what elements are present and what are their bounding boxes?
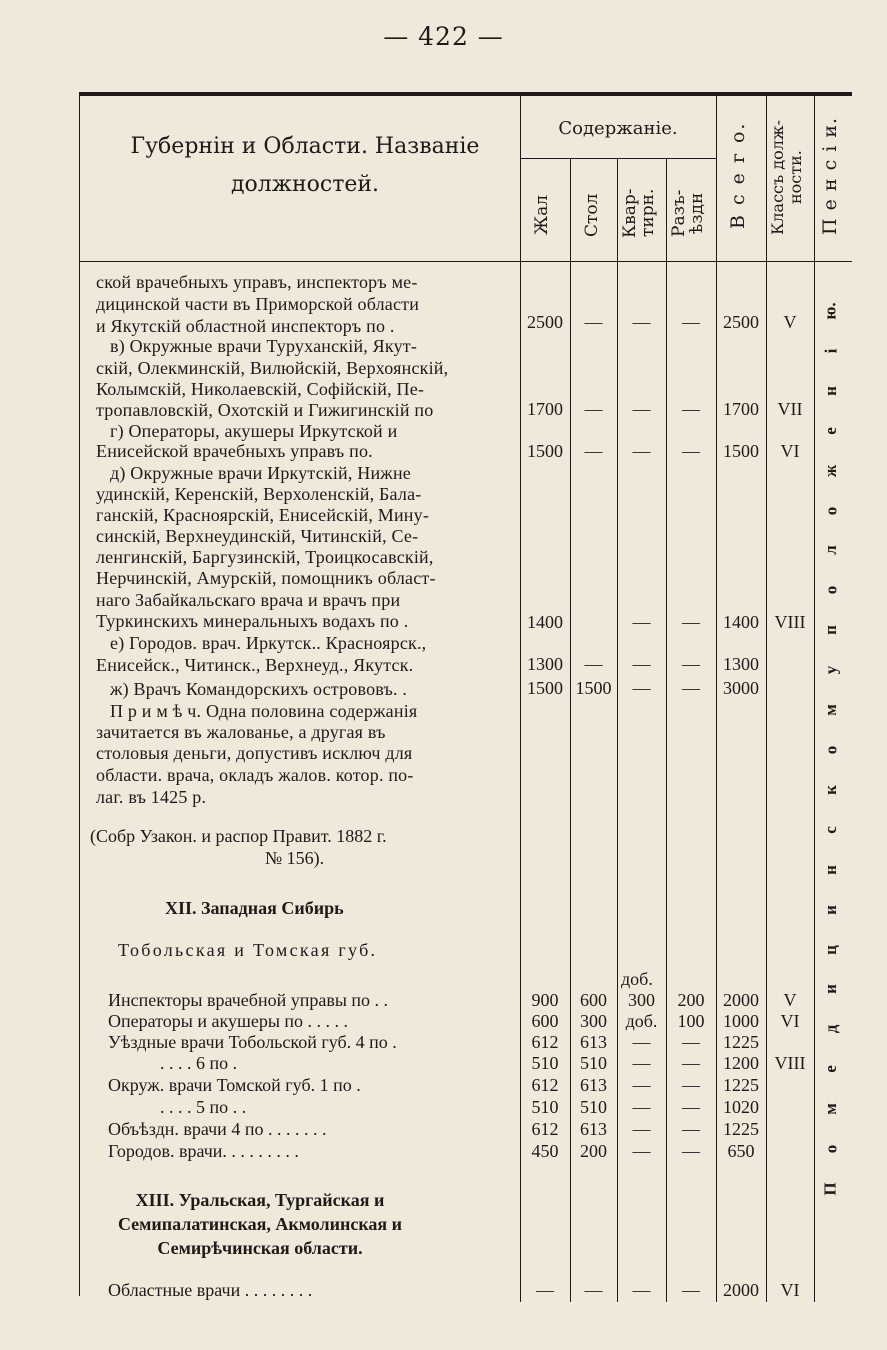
pension-letter: ю. <box>821 302 840 320</box>
row-label: Областные врачи . . . . . . . . <box>108 1280 313 1300</box>
text-line: ленгинскій, Баргузинскій, Троицкосавскій, <box>96 547 434 567</box>
cell-kl: VII <box>777 399 803 419</box>
pension-letter: П <box>820 1182 840 1196</box>
row-label: Инспекторы врачебной управы по . . <box>108 990 389 1010</box>
cell-stol: 613 <box>580 1032 607 1052</box>
cell-vs: 3000 <box>723 678 759 698</box>
text-line: синскій, Верхнеудинскій, Читинскій, Се- <box>96 526 419 546</box>
pension-letter: н <box>820 385 840 396</box>
soderzhanie-rule <box>520 158 716 159</box>
cell-kv: доб. <box>625 1011 658 1031</box>
cell-stol: — <box>584 1280 603 1300</box>
text-line: зачитается въ жалованье, а другая въ <box>96 722 386 742</box>
row-label: Операторы и акушеры по . . . . . <box>108 1011 349 1031</box>
text-line: П р и м ѣ ч. Одна половина содержанія <box>110 701 418 721</box>
pension-letter: е <box>820 426 840 435</box>
cell-rz: — <box>682 399 700 419</box>
cell-stol: 613 <box>580 1075 607 1095</box>
cell-rz: 200 <box>677 990 705 1010</box>
cell-stol: 510 <box>580 1097 607 1117</box>
pension-letter: к <box>820 784 840 795</box>
cell-kv: — <box>632 312 651 332</box>
text-line: дицинской части въ Приморской области <box>96 294 420 314</box>
cell-vs: 2000 <box>723 990 759 1010</box>
cell-stol: 600 <box>580 990 607 1010</box>
header-soderzhanie: Содержаніе. <box>558 118 678 139</box>
header-col-razj-2: ѣздн <box>687 192 707 234</box>
text-line: удинскій, Керенскій, Верхоленскій, Бала- <box>96 484 422 504</box>
cell-kl: V <box>783 990 797 1010</box>
table-top-rule <box>79 92 852 96</box>
header-title <box>90 128 520 204</box>
pension-vertical-text <box>816 300 846 1200</box>
header-col-kvar-1: Квар- <box>620 188 640 238</box>
cell-zhal: 510 <box>531 1097 559 1117</box>
text-line: е) Городов. врач. Иркутск.. Красноярск., <box>110 633 427 653</box>
cell-rz: — <box>682 1141 700 1161</box>
row-label: Городов. врачи. . . . . . . . . <box>108 1141 299 1161</box>
cell-stol: 510 <box>580 1053 607 1073</box>
cell-stol: 300 <box>580 1011 607 1031</box>
cell-stol: — <box>584 654 603 674</box>
cell-vs: 1400 <box>723 612 759 632</box>
cell-vs: 1000 <box>723 1011 759 1031</box>
text-line: лаг. въ 1425 р. <box>96 787 207 807</box>
header-col-klass-2: ности. <box>786 150 805 204</box>
text-line: Енисейск., Читинск., Верхнеуд., Якутск. <box>96 655 414 675</box>
text-line: г) Операторы, акушеры Иркутской и <box>110 421 398 441</box>
header-title-line: должностей. <box>230 172 380 197</box>
cell-zhal: 510 <box>531 1053 559 1073</box>
text-line: столовыя деньги, допустивъ исключ для <box>96 743 413 763</box>
pension-letter: о <box>821 745 840 755</box>
cell-zhal: 2500 <box>527 312 563 332</box>
cell-kv: — <box>632 1075 651 1095</box>
dob-label: доб. <box>621 969 653 989</box>
cell-rz: — <box>682 441 700 461</box>
pension-letter: і <box>820 348 840 354</box>
pension-letter: н <box>820 864 840 875</box>
col-line <box>814 92 815 1302</box>
cell-zhal: 612 <box>531 1032 559 1052</box>
section-xii-subtitle: Тобольская и Томская губ. <box>118 940 378 960</box>
cell-vs: 1020 <box>723 1097 759 1117</box>
cell-vs: 650 <box>727 1141 755 1161</box>
cell-stol: 613 <box>580 1119 607 1139</box>
pension-letter: и <box>820 984 840 995</box>
cell-kv: — <box>632 1141 651 1161</box>
header-col-klass-1: Классъ долж- <box>768 119 787 235</box>
pension-letter: м <box>821 704 840 716</box>
cell-kl: VI <box>780 1011 800 1031</box>
source-line-1: (Собр Узакон. и распор Правит. 1882 г. <box>90 826 387 846</box>
pension-letter: м <box>821 1103 840 1115</box>
header-col-razj-1: Разъ- <box>669 189 689 237</box>
cell-zhal: 612 <box>531 1075 559 1095</box>
cell-vs: 1300 <box>723 654 759 674</box>
pension-letter: с <box>820 826 840 834</box>
cell-zhal: 1500 <box>527 441 563 461</box>
section-xii-title: XII. Западная Сибирь <box>165 898 344 918</box>
cell-zhal: 450 <box>531 1141 559 1161</box>
text-line: области. врача, окладъ жалов. котор. по- <box>96 765 414 785</box>
section-xiii-line-3: Семирѣчинская области. <box>157 1238 363 1258</box>
header-col-pensii: П е н с і и. <box>819 116 841 236</box>
cell-rz: — <box>682 1097 700 1117</box>
header-col-kvar <box>622 168 662 258</box>
header-col-zhal: Жал <box>532 194 552 236</box>
cell-rz: — <box>682 1032 700 1052</box>
cell-kl: VI <box>780 441 800 461</box>
cell-vs: 1500 <box>723 441 759 461</box>
cell-vs: 1700 <box>723 399 759 419</box>
cell-stol: — <box>584 441 603 461</box>
cell-zhal: 612 <box>531 1119 559 1139</box>
cell-kv: — <box>632 441 651 461</box>
cell-kl: V <box>783 312 797 332</box>
cell-rz: — <box>682 1280 700 1300</box>
text-line: Туркинскихъ минеральныхъ водахъ по . <box>96 611 409 631</box>
cell-rz: 100 <box>677 1011 705 1031</box>
cell-vs: 1225 <box>723 1032 759 1052</box>
header-col-kvar-2: тирн. <box>638 188 658 238</box>
text-line: ской врачебныхъ управъ, инспекторъ ме- <box>96 272 418 292</box>
cell-zhal: 1400 <box>527 612 563 632</box>
header-col-stol: Стол <box>582 193 602 237</box>
cell-kl: VIII <box>774 1053 806 1073</box>
row-label: Объѣздн. врачи 4 по . . . . . . . <box>108 1119 327 1139</box>
header-col-vsego: В с е г о. <box>727 121 749 229</box>
cell-zhal: 1300 <box>527 654 563 674</box>
pension-letter: у <box>821 665 840 675</box>
pension-letter: л <box>820 545 840 556</box>
cell-kv: — <box>632 1097 651 1117</box>
cell-kv: — <box>632 1032 651 1052</box>
cell-kl: VI <box>780 1280 800 1300</box>
table-left-border <box>79 92 80 1296</box>
cell-zhal: 600 <box>531 1011 559 1031</box>
cell-rz: — <box>682 1119 700 1139</box>
header-title-line: Губернін и Области. Названіе <box>130 134 480 159</box>
cell-stol: 1500 <box>575 678 612 698</box>
cell-kv: — <box>632 654 651 674</box>
cell-rz: — <box>682 654 700 674</box>
cell-kv: 300 <box>628 990 655 1010</box>
cell-kl: VIII <box>774 612 806 632</box>
pension-letter: ж <box>820 464 840 477</box>
cell-stol: 200 <box>580 1141 607 1161</box>
text-line: Енисейской врачебныхъ управъ по. <box>96 441 373 461</box>
pension-letter: о <box>821 1144 840 1154</box>
header-separator <box>79 261 852 262</box>
cell-vs: 2500 <box>723 312 759 332</box>
row-label: . . . . 5 по . . <box>160 1097 247 1117</box>
text-line: Колымскій, Николаевскій, Софійскій, Пе- <box>96 379 425 399</box>
row-label: Уѣздные врачи Тобольской губ. 4 по . <box>108 1032 397 1052</box>
cell-kv: — <box>632 612 651 632</box>
col-line <box>766 92 767 1302</box>
cell-zhal: — <box>536 1280 554 1300</box>
cell-vs: 1225 <box>723 1119 759 1139</box>
cell-rz: — <box>682 1053 700 1073</box>
cell-rz: — <box>682 1075 700 1095</box>
section-xiii-line-1: XIII. Уральская, Тургайская и <box>135 1190 385 1210</box>
pension-letter: е <box>820 1065 840 1073</box>
text-line: наго Забайкальскаго врача и врачъ при <box>96 590 401 610</box>
cell-zhal: 1500 <box>527 678 563 698</box>
row-label: . . . . 6 по . <box>160 1053 238 1073</box>
cell-kv: — <box>632 1280 651 1300</box>
cell-kv: — <box>632 399 651 419</box>
row-label: Окруж. врачи Томской губ. 1 по . <box>108 1075 361 1095</box>
cell-vs: 1225 <box>723 1075 759 1095</box>
cell-stol: — <box>584 399 603 419</box>
text-line: тропавловскій, Охотскій и Гижигинскій по <box>96 400 434 420</box>
cell-vs: 1200 <box>723 1053 759 1073</box>
header-col-klass <box>769 96 813 258</box>
pension-letter: п <box>820 625 840 636</box>
cell-kv: — <box>632 678 651 698</box>
cell-kv: — <box>632 1119 651 1139</box>
source-line-2: № 156). <box>265 848 325 868</box>
page-number: — 422 — <box>383 22 504 51</box>
cell-vs: 2000 <box>723 1280 759 1300</box>
header-col-razj <box>671 168 711 258</box>
text-line: скій, Олекминскій, Вилюйскій, Верхоянскій, <box>96 358 449 378</box>
text-line: ж) Врачъ Командорскихъ острововъ. . <box>110 679 408 699</box>
text-line: и Якутскій областной инспекторъ по . <box>96 316 395 336</box>
section-xiii-line-2: Семипалатинская, Акмолинская и <box>117 1214 403 1234</box>
cell-stol: — <box>584 312 603 332</box>
pension-letter: и <box>820 904 840 915</box>
cell-kv: — <box>632 1053 651 1073</box>
pension-letter: о <box>821 586 840 595</box>
text-line: ганскій, Красноярскій, Енисейскій, Мину- <box>96 505 430 525</box>
pension-letter: ц <box>820 944 840 955</box>
text-line: Нерчинскій, Амурскій, помощникъ област- <box>96 568 436 588</box>
text-line: д) Окружные врачи Иркутскій, Нижне <box>110 463 411 483</box>
cell-zhal: 1700 <box>527 399 563 419</box>
cell-rz: — <box>682 612 700 632</box>
text-line: в) Окружные врачи Туруханскій, Якут- <box>110 336 418 356</box>
pension-letter: о <box>821 506 840 515</box>
cell-rz: — <box>682 678 700 698</box>
cell-zhal: 900 <box>531 990 559 1010</box>
pension-letter: д <box>820 1025 840 1034</box>
cell-rz: — <box>682 312 700 332</box>
